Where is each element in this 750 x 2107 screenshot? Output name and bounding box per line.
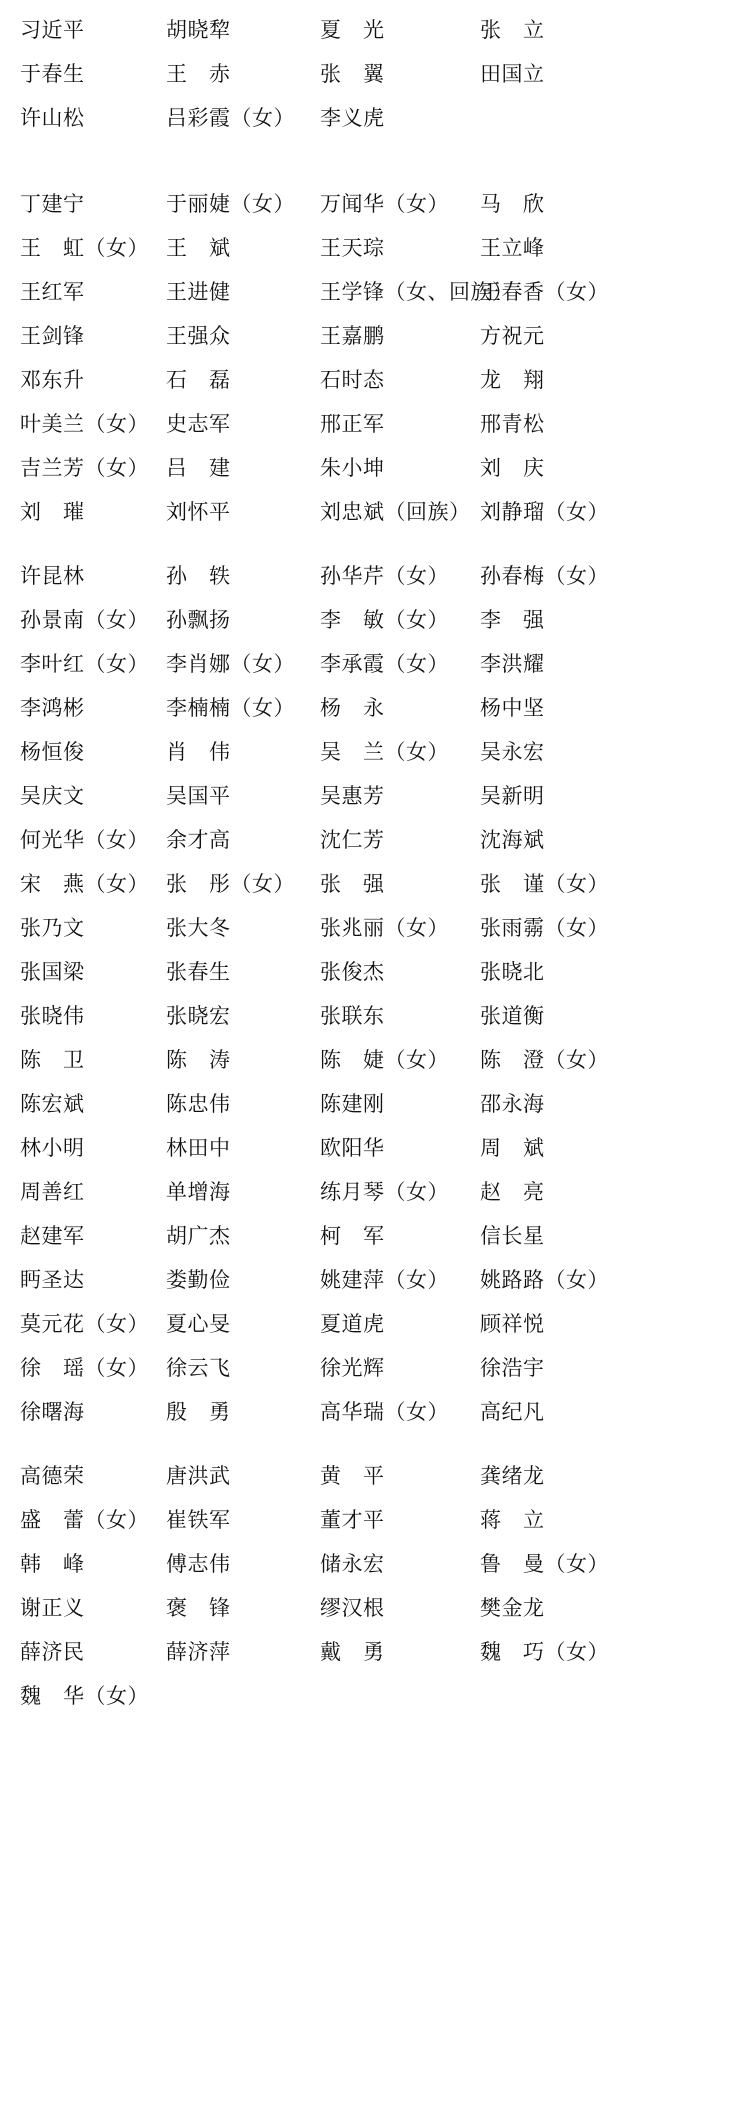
name-cell: 许昆林 <box>20 564 85 588</box>
name-cell: 陈 涛 <box>166 1048 231 1072</box>
name-cell: 叶美兰（女） <box>20 412 149 436</box>
name-cell: 李义虎 <box>320 106 385 130</box>
name-cell: 李楠楠（女） <box>166 696 295 720</box>
name-cell: 邢正军 <box>320 412 385 436</box>
name-cell: 鲁 曼（女） <box>480 1552 609 1576</box>
table-row <box>14 1674 736 1718</box>
name-cell: 单增海 <box>166 1180 231 1204</box>
table-row <box>14 1126 736 1170</box>
name-cell: 张俊杰 <box>320 960 385 984</box>
name-cell: 李鸿彬 <box>20 696 85 720</box>
name-cell: 徐 瑶（女） <box>20 1356 149 1380</box>
name-cell: 唐洪武 <box>166 1464 231 1488</box>
table-row <box>14 182 736 226</box>
name-cell: 娄勤俭 <box>166 1268 231 1292</box>
table-row <box>14 402 736 446</box>
name-cell: 刘忠斌（回族） <box>320 500 471 524</box>
name-cell: 高纪凡 <box>480 1400 545 1424</box>
name-cell: 张 强 <box>320 872 385 896</box>
table-row <box>14 686 736 730</box>
table-row <box>14 1454 736 1498</box>
name-cell: 吴新明 <box>480 784 545 808</box>
name-cell: 何光华（女） <box>20 828 149 852</box>
name-cell: 眄圣达 <box>20 1268 85 1292</box>
table-row <box>14 950 736 994</box>
name-cell: 傅志伟 <box>166 1552 231 1576</box>
name-cell: 胡晓犂 <box>166 18 231 42</box>
name-cell: 缪汉根 <box>320 1596 385 1620</box>
name-cell: 徐浩宇 <box>480 1356 545 1380</box>
name-cell: 夏心旻 <box>166 1312 231 1336</box>
name-cell: 魏 巧（女） <box>480 1640 609 1664</box>
name-cell: 田国立 <box>480 62 545 86</box>
name-cell: 戴 勇 <box>320 1640 385 1664</box>
table-row <box>14 1170 736 1214</box>
name-cell: 石时态 <box>320 368 385 392</box>
name-cell: 张大冬 <box>166 916 231 940</box>
name-cell: 吴惠芳 <box>320 784 385 808</box>
name-cell: 李叶红（女） <box>20 652 149 676</box>
name-cell: 董才平 <box>320 1508 385 1532</box>
table-row <box>14 358 736 402</box>
name-cell: 薛济萍 <box>166 1640 231 1664</box>
name-cell: 蒋 立 <box>480 1508 545 1532</box>
name-cell: 徐光辉 <box>320 1356 385 1380</box>
table-row <box>14 818 736 862</box>
name-cell: 吴 兰（女） <box>320 740 449 764</box>
name-group-2 <box>14 182 736 534</box>
name-cell: 吕 建 <box>166 456 231 480</box>
name-cell: 陈 澄（女） <box>480 1048 609 1072</box>
group-separator <box>14 140 736 182</box>
name-cell: 刘 庆 <box>480 456 545 480</box>
name-cell: 王学锋（女、回族） <box>320 280 514 304</box>
table-row <box>14 1586 736 1630</box>
group-separator <box>14 534 736 554</box>
name-cell: 吉兰芳（女） <box>20 456 149 480</box>
table-row <box>14 598 736 642</box>
name-cell: 顾祥悦 <box>480 1312 545 1336</box>
name-cell: 孙 轶 <box>166 564 231 588</box>
name-cell: 李 敏（女） <box>320 608 449 632</box>
name-cell: 储永宏 <box>320 1552 385 1576</box>
name-cell: 邓东升 <box>20 368 85 392</box>
name-cell: 王嘉鹏 <box>320 324 385 348</box>
table-row <box>14 774 736 818</box>
table-row <box>14 730 736 774</box>
name-cell: 张道衡 <box>480 1004 545 1028</box>
table-row <box>14 1258 736 1302</box>
name-cell: 张 谨（女） <box>480 872 609 896</box>
name-cell: 孙景南（女） <box>20 608 149 632</box>
name-cell: 褒 锋 <box>166 1596 231 1620</box>
name-cell: 张国梁 <box>20 960 85 984</box>
name-cell: 石 磊 <box>166 368 231 392</box>
name-cell: 沈仁芳 <box>320 828 385 852</box>
name-cell: 朱小坤 <box>320 456 385 480</box>
table-row <box>14 1082 736 1126</box>
table-row <box>14 1542 736 1586</box>
name-cell: 练月琴（女） <box>320 1180 449 1204</box>
name-cell: 李肖娜（女） <box>166 652 295 676</box>
name-cell: 王春香（女） <box>480 280 609 304</box>
name-cell: 刘静瑠（女） <box>480 500 609 524</box>
name-cell: 刘怀平 <box>166 500 231 524</box>
name-cell: 王 赤 <box>166 62 231 86</box>
name-cell: 赵建军 <box>20 1224 85 1248</box>
table-row <box>14 1214 736 1258</box>
table-row <box>14 862 736 906</box>
name-cell: 张春生 <box>166 960 231 984</box>
name-cell: 邢青松 <box>480 412 545 436</box>
table-row <box>14 52 736 96</box>
name-cell: 龙 翔 <box>480 368 545 392</box>
name-cell: 柯 军 <box>320 1224 385 1248</box>
name-cell: 杨恒俊 <box>20 740 85 764</box>
name-cell: 王进健 <box>166 280 231 304</box>
name-cell: 吴国平 <box>166 784 231 808</box>
name-cell: 吴庆文 <box>20 784 85 808</box>
name-cell: 盛 蕾（女） <box>20 1508 149 1532</box>
name-cell: 许山松 <box>20 106 85 130</box>
name-cell: 陈忠伟 <box>166 1092 231 1116</box>
name-cell: 赵 亮 <box>480 1180 545 1204</box>
name-cell: 徐云飞 <box>166 1356 231 1380</box>
name-cell: 王强众 <box>166 324 231 348</box>
name-cell: 陈 卫 <box>20 1048 85 1072</box>
table-row <box>14 1630 736 1674</box>
name-cell: 魏 华（女） <box>20 1684 149 1708</box>
name-cell: 史志军 <box>166 412 231 436</box>
name-cell: 胡广杰 <box>166 1224 231 1248</box>
name-cell: 陈宏斌 <box>20 1092 85 1116</box>
name-cell: 龚绪龙 <box>480 1464 545 1488</box>
table-row <box>14 1302 736 1346</box>
name-cell: 方祝元 <box>480 324 545 348</box>
name-cell: 于丽婕（女） <box>166 192 295 216</box>
name-cell: 周 斌 <box>480 1136 545 1160</box>
name-cell: 于春生 <box>20 62 85 86</box>
table-row <box>14 96 736 140</box>
name-cell: 王天琮 <box>320 236 385 260</box>
name-cell: 信长星 <box>480 1224 545 1248</box>
name-cell: 吕彩霞（女） <box>166 106 295 130</box>
group-separator <box>14 1434 736 1454</box>
name-cell: 张 翼 <box>320 62 385 86</box>
name-cell: 吴永宏 <box>480 740 545 764</box>
name-cell: 王立峰 <box>480 236 545 260</box>
name-cell: 孙春梅（女） <box>480 564 609 588</box>
name-cell: 周善红 <box>20 1180 85 1204</box>
name-cell: 孙飘扬 <box>166 608 231 632</box>
table-row <box>14 1390 736 1434</box>
name-cell: 李承霞（女） <box>320 652 449 676</box>
name-cell: 张雨霛（女） <box>480 916 609 940</box>
name-cell: 杨 永 <box>320 696 385 720</box>
table-row <box>14 270 736 314</box>
name-cell: 陈 婕（女） <box>320 1048 449 1072</box>
table-row <box>14 314 736 358</box>
name-cell: 余才高 <box>166 828 231 852</box>
name-cell: 刘 璀 <box>20 500 85 524</box>
table-row <box>14 226 736 270</box>
name-cell: 林田中 <box>166 1136 231 1160</box>
name-cell: 张兆丽（女） <box>320 916 449 940</box>
name-cell: 林小明 <box>20 1136 85 1160</box>
name-cell: 崔铁军 <box>166 1508 231 1532</box>
name-group-4 <box>14 1454 736 1718</box>
name-cell: 邵永海 <box>480 1092 545 1116</box>
name-cell: 黄 平 <box>320 1464 385 1488</box>
name-cell: 谢正义 <box>20 1596 85 1620</box>
name-cell: 张联东 <box>320 1004 385 1028</box>
name-cell: 欧阳华 <box>320 1136 385 1160</box>
name-cell: 薛济民 <box>20 1640 85 1664</box>
table-row <box>14 994 736 1038</box>
name-cell: 王红军 <box>20 280 85 304</box>
name-cell: 沈海斌 <box>480 828 545 852</box>
name-cell: 肖 伟 <box>166 740 231 764</box>
name-cell: 姚路路（女） <box>480 1268 609 1292</box>
name-cell: 李洪耀 <box>480 652 545 676</box>
name-cell: 徐曙海 <box>20 1400 85 1424</box>
name-cell: 习近平 <box>20 18 85 42</box>
table-row <box>14 490 736 534</box>
table-row <box>14 642 736 686</box>
table-row <box>14 1498 736 1542</box>
name-cell: 夏道虎 <box>320 1312 385 1336</box>
name-cell: 张乃文 <box>20 916 85 940</box>
name-cell: 韩 峰 <box>20 1552 85 1576</box>
name-cell: 姚建萍（女） <box>320 1268 449 1292</box>
name-cell: 王剑锋 <box>20 324 85 348</box>
name-cell: 夏 光 <box>320 18 385 42</box>
name-group-1 <box>14 8 736 140</box>
table-row <box>14 906 736 950</box>
name-cell: 丁建宁 <box>20 192 85 216</box>
name-cell: 高华瑞（女） <box>320 1400 449 1424</box>
name-cell: 孙华芹（女） <box>320 564 449 588</box>
name-cell: 李 强 <box>480 608 545 632</box>
name-cell: 莫元花（女） <box>20 1312 149 1336</box>
name-cell: 张 彤（女） <box>166 872 295 896</box>
name-cell: 张晓宏 <box>166 1004 231 1028</box>
name-cell: 高德荣 <box>20 1464 85 1488</box>
name-cell: 王 斌 <box>166 236 231 260</box>
name-cell: 殷 勇 <box>166 1400 231 1424</box>
name-cell: 樊金龙 <box>480 1596 545 1620</box>
name-cell: 杨中坚 <box>480 696 545 720</box>
name-cell: 宋 燕（女） <box>20 872 149 896</box>
name-cell: 张晓北 <box>480 960 545 984</box>
table-row <box>14 554 736 598</box>
name-cell: 马 欣 <box>480 192 545 216</box>
table-row <box>14 1346 736 1390</box>
name-cell: 陈建刚 <box>320 1092 385 1116</box>
table-row <box>14 1038 736 1082</box>
name-cell: 王 虹（女） <box>20 236 149 260</box>
name-cell: 张晓伟 <box>20 1004 85 1028</box>
table-row <box>14 8 736 52</box>
name-cell: 万闻华（女） <box>320 192 449 216</box>
name-group-3 <box>14 554 736 1434</box>
name-cell: 张 立 <box>480 18 545 42</box>
table-row <box>14 446 736 490</box>
